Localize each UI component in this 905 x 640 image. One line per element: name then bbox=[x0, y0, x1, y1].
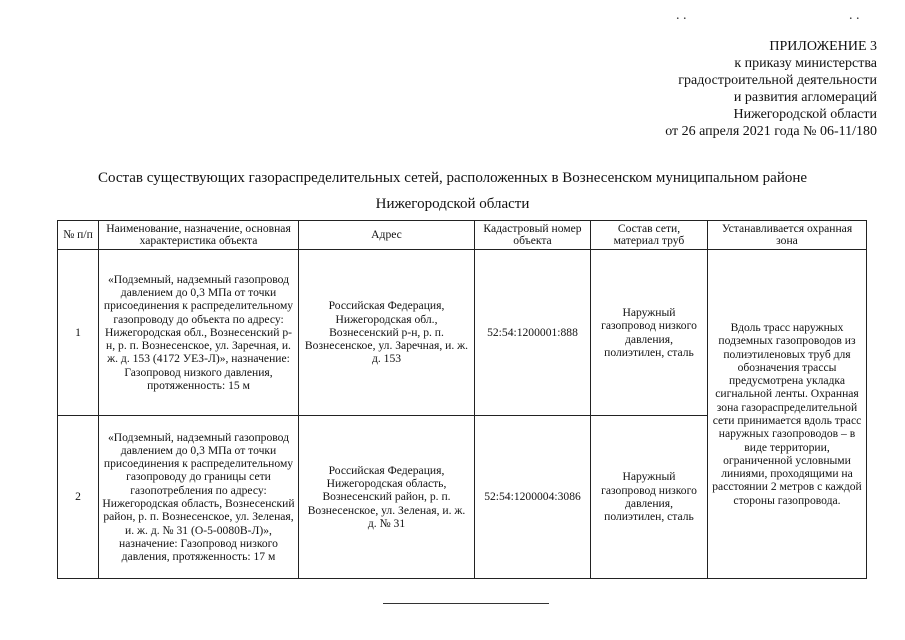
header-address: Адрес bbox=[299, 221, 475, 250]
object-address: Российская Федерация, Нижегородская область, Вознесенский район, р. п. Вознесенское, ул. Зеленая, и. ж. д. № 31 bbox=[299, 416, 475, 579]
cadastral-number: 52:54:1200004:3086 bbox=[475, 416, 591, 579]
gas-network-table bbox=[57, 220, 867, 579]
appendix-header bbox=[665, 38, 877, 140]
protection-zone: Вдоль трасс наружных подземных газопроводов из полиэтиленовых труб для обозначения трассы предусмотрена укладка сигнальной ленты. Охранная зона газораспределительной сети принимается вдоль трасс наружных газопроводов – в виде территории, ограниченной условными линиями, проходящими на расстоянии 2 метров с каждой стороны газопровода. bbox=[708, 250, 867, 579]
table-row bbox=[58, 250, 867, 416]
header-name: Наименование, назначение, основная характеристика объекта bbox=[99, 221, 299, 250]
ministry-line-2: и развития агломераций bbox=[733, 90, 877, 105]
corner-marks-right: . . bbox=[849, 8, 860, 23]
document-title-line-2: Нижегородской области bbox=[375, 196, 530, 212]
table-header-row bbox=[58, 221, 867, 250]
order-date-number: от 26 апреля 2021 года № 06-11/180 bbox=[665, 124, 877, 139]
row-num: 1 bbox=[58, 250, 99, 416]
document-title: Состав существующих газораспределительных сетей, расположенных в Вознесенском муниципальном районе bbox=[97, 170, 808, 186]
network-composition: Наружный газопровод низкого давления, полиэтилен, сталь bbox=[591, 250, 708, 416]
header-network: Состав сети, материал труб bbox=[591, 221, 708, 250]
header-cadastral: Кадастровый номер объекта bbox=[475, 221, 591, 250]
object-name: «Подземный, надземный газопровод давлением до 0,3 МПа от точки присоединения к распределительному газопроводу до объекта по адресу: Нижегородская обл., Вознесенский р-н, р. п. Вознесенское, ул. Заречная, и. ж. д. 153 (4172 УЕЗ-Л)», назначение: Газопровод низкого давления, протяженность: 15 м bbox=[99, 250, 299, 416]
signature-line bbox=[383, 603, 549, 604]
row-num: 2 bbox=[58, 416, 99, 579]
region-line: Нижегородской области bbox=[733, 107, 877, 122]
order-line: к приказу министерства bbox=[734, 56, 877, 71]
network-composition: Наружный газопровод низкого давления, полиэтилен, сталь bbox=[591, 416, 708, 579]
header-zone: Устанавливается охранная зона bbox=[708, 221, 867, 250]
header-num: № п/п bbox=[58, 221, 99, 250]
object-address: Российская Федерация, Нижегородская обл., Вознесенский р-н, р. п. Вознесенское, ул. Заречная, и. ж. д. 153 bbox=[299, 250, 475, 416]
appendix-label: ПРИЛОЖЕНИЕ 3 bbox=[769, 39, 877, 54]
cadastral-number: 52:54:1200001:888 bbox=[475, 250, 591, 416]
corner-marks-left: . . bbox=[676, 8, 687, 23]
ministry-line: градостроительной деятельности bbox=[678, 73, 877, 88]
object-name: «Подземный, надземный газопровод давлением до 0,3 МПа от точки присоединения к распределительному газопроводу до границы сети газопотребления по адресу: Нижегородская область, Вознесенский район, р. п. Вознесенское, ул. Зеленая, и. ж. д. № 31 (О-5-0080В-Л)», назначение: Газопровод низкого давления, протяженность: 17 м bbox=[99, 416, 299, 579]
